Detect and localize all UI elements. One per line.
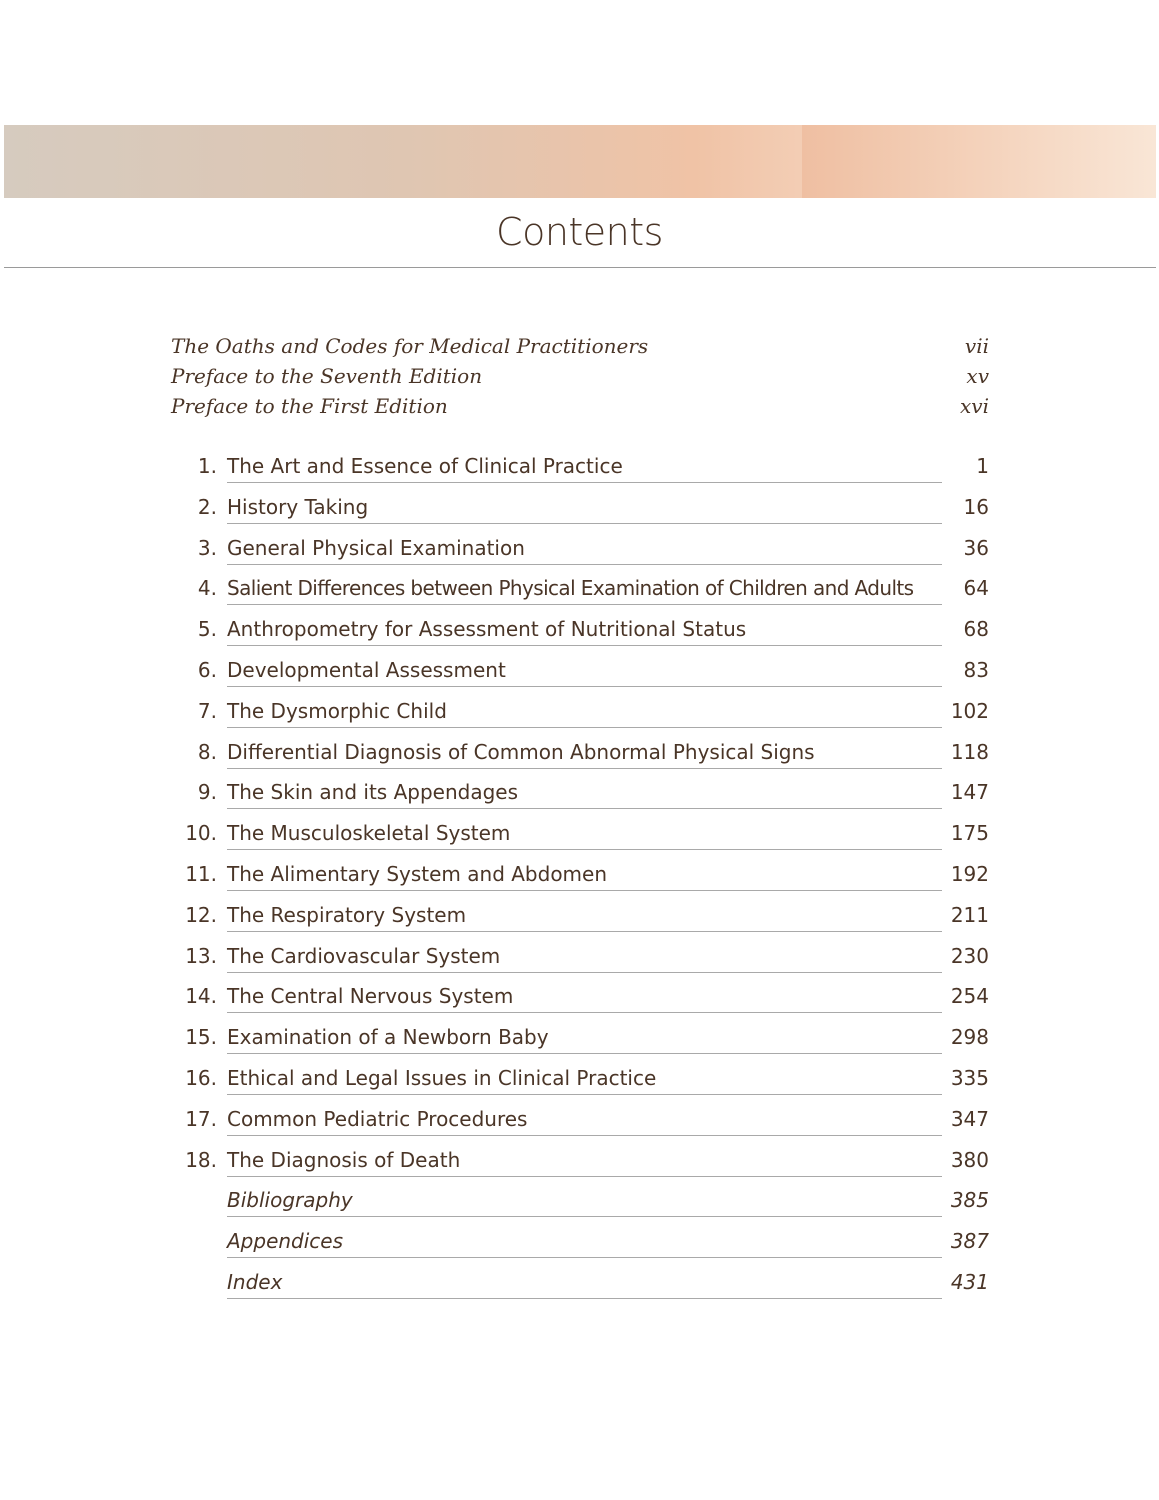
entry-rule <box>227 1012 942 1013</box>
header-banner-accent <box>802 125 1156 198</box>
entry-rule <box>227 1298 942 1299</box>
chapter-page: 211 <box>950 902 989 927</box>
chapter-number: 17. <box>185 1106 217 1131</box>
entry-rule <box>227 482 942 483</box>
title-divider <box>4 267 1156 268</box>
chapter-number: 12. <box>185 902 217 927</box>
back-matter-entry[interactable] <box>171 1266 989 1307</box>
back-matter-page: 387 <box>950 1229 989 1254</box>
chapter-number: 18. <box>185 1147 217 1172</box>
entry-rule <box>227 564 942 565</box>
chapter-page: 16 <box>963 494 989 519</box>
front-matter-title: Preface to the Seventh Edition <box>171 364 483 388</box>
entry-rule <box>227 1094 942 1095</box>
back-matter-entry[interactable] <box>171 1225 989 1266</box>
chapter-entry[interactable] <box>171 1021 989 1062</box>
chapter-title: Anthropometry for Assessment of Nutritional Status <box>227 617 747 642</box>
chapter-number: 3. <box>197 535 217 560</box>
back-matter-page: 431 <box>950 1269 989 1294</box>
chapter-title: Differential Diagnosis of Common Abnormal Physical Signs <box>227 739 815 764</box>
chapter-entry[interactable] <box>171 980 989 1021</box>
front-matter-page: xvi <box>960 394 989 418</box>
chapter-page: 64 <box>963 576 989 601</box>
chapter-title: The Diagnosis of Death <box>227 1147 461 1172</box>
entry-rule <box>227 808 942 809</box>
chapter-entry[interactable] <box>171 654 989 695</box>
front-matter-list <box>171 331 989 421</box>
entry-rule <box>227 523 942 524</box>
chapter-title: The Cardiovascular System <box>227 943 501 968</box>
chapter-title: The Dysmorphic Child <box>227 698 447 723</box>
chapter-page: 254 <box>950 984 989 1009</box>
chapter-entry[interactable] <box>171 1062 989 1103</box>
front-matter-item[interactable] <box>171 361 989 391</box>
chapter-entry[interactable] <box>171 940 989 981</box>
chapter-title: General Physical Examination <box>227 535 525 560</box>
front-matter-page: xv <box>966 364 989 388</box>
chapter-entry[interactable] <box>171 736 989 777</box>
chapter-entry[interactable] <box>171 572 989 613</box>
chapter-title: The Central Nervous System <box>227 984 514 1009</box>
entry-rule <box>227 686 942 687</box>
chapter-page: 335 <box>950 1065 989 1090</box>
chapter-number: 8. <box>197 739 217 764</box>
chapter-number: 14. <box>185 984 217 1009</box>
front-matter-page: vii <box>964 334 989 358</box>
chapter-entry[interactable] <box>171 1144 989 1185</box>
chapter-number: 16. <box>185 1065 217 1090</box>
chapter-entry[interactable] <box>171 858 989 899</box>
chapter-title: History Taking <box>227 494 369 519</box>
chapter-number: 7. <box>197 698 217 723</box>
chapter-page: 192 <box>950 861 989 886</box>
entry-rule <box>227 849 942 850</box>
entry-rule <box>227 1135 942 1136</box>
chapter-page: 68 <box>963 617 989 642</box>
page-title: Contents <box>496 210 663 254</box>
chapter-entry[interactable] <box>171 532 989 573</box>
entry-rule <box>227 1053 942 1054</box>
back-matter-entry[interactable] <box>171 1184 989 1225</box>
back-matter-page: 385 <box>950 1188 989 1213</box>
entry-rule <box>227 1176 942 1177</box>
chapter-title: Ethical and Legal Issues in Clinical Practice <box>227 1065 657 1090</box>
entry-rule <box>227 727 942 728</box>
chapter-page: 36 <box>963 535 989 560</box>
entry-rule <box>227 604 942 605</box>
chapter-list <box>171 450 989 1307</box>
chapter-number: 15. <box>185 1025 217 1050</box>
chapter-entry[interactable] <box>171 450 989 491</box>
chapter-number: 4. <box>197 576 217 601</box>
chapter-entry[interactable] <box>171 776 989 817</box>
back-matter-title: Bibliography <box>227 1188 353 1213</box>
chapter-page: 175 <box>950 821 989 846</box>
front-matter-item[interactable] <box>171 391 989 421</box>
chapter-entry[interactable] <box>171 613 989 654</box>
front-matter-item[interactable] <box>171 331 989 361</box>
entry-rule <box>227 1216 942 1217</box>
chapter-title: Developmental Assessment <box>227 657 506 682</box>
front-matter-title: Preface to the First Edition <box>171 394 448 418</box>
chapter-title: The Art and Essence of Clinical Practice <box>227 454 623 478</box>
chapter-number: 6. <box>197 657 217 682</box>
chapter-page: 347 <box>950 1106 989 1131</box>
chapter-number: 10. <box>185 821 217 846</box>
chapter-number: 9. <box>197 780 217 805</box>
back-matter-title: Index <box>227 1269 283 1294</box>
chapter-entry[interactable] <box>171 899 989 940</box>
chapter-number: 2. <box>197 494 217 519</box>
chapter-page: 83 <box>963 657 989 682</box>
chapter-title: Common Pediatric Procedures <box>227 1106 528 1131</box>
chapter-entry[interactable] <box>171 695 989 736</box>
chapter-entry[interactable] <box>171 817 989 858</box>
entry-rule <box>227 645 942 646</box>
chapter-number: 1. <box>197 454 217 478</box>
chapter-title: The Alimentary System and Abdomen <box>227 861 608 886</box>
chapter-title: The Musculoskeletal System <box>227 821 511 846</box>
chapter-number: 5. <box>197 617 217 642</box>
chapter-page: 147 <box>950 780 989 805</box>
chapter-title: Salient Differences between Physical Examination of Children and Adults <box>227 576 914 601</box>
front-matter-title: The Oaths and Codes for Medical Practitioners <box>171 334 649 358</box>
chapter-page: 118 <box>950 739 989 764</box>
entry-rule <box>227 931 942 932</box>
back-matter-title: Appendices <box>227 1229 344 1254</box>
chapter-title: Examination of a Newborn Baby <box>227 1025 549 1050</box>
chapter-entry[interactable] <box>171 1103 989 1144</box>
chapter-number: 11. <box>185 861 217 886</box>
chapter-entry[interactable] <box>171 491 989 532</box>
entry-rule <box>227 768 942 769</box>
chapter-page: 230 <box>950 943 989 968</box>
chapter-page: 298 <box>950 1025 989 1050</box>
chapter-page: 102 <box>950 698 989 723</box>
chapter-title: The Skin and its Appendages <box>227 780 519 805</box>
chapter-number: 13. <box>185 943 217 968</box>
entry-rule <box>227 972 942 973</box>
chapter-page: 380 <box>950 1147 989 1172</box>
entry-rule <box>227 890 942 891</box>
entry-rule <box>227 1257 942 1258</box>
chapter-page: 1 <box>976 454 989 478</box>
chapter-title: The Respiratory System <box>227 902 467 927</box>
